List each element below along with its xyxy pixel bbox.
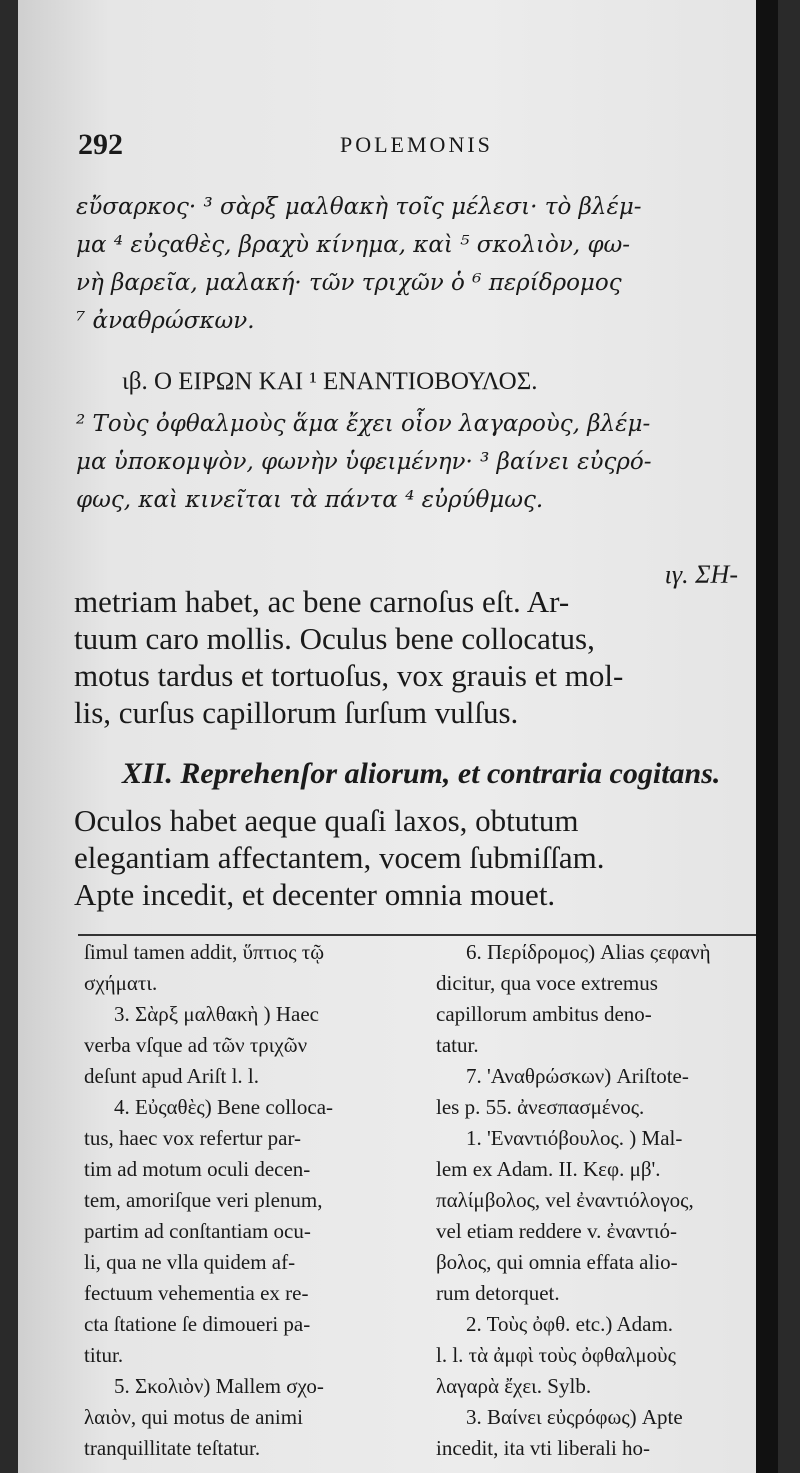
- footnote-line: rum detorquet.: [436, 1281, 560, 1305]
- text-line: elegantiam affectantem, vocem ſubmiſſam.: [74, 840, 605, 875]
- footnote-line: σχήματι.: [84, 971, 158, 995]
- page-number: 292: [78, 128, 123, 161]
- footnote-line: λαγαρὰ ἔχει. Sylb.: [436, 1374, 592, 1398]
- footnote-line: tranquillitate teſtatur.: [84, 1436, 261, 1460]
- footnote-line: dicitur, qua voce extremus: [436, 971, 658, 995]
- text-line: μα ⁴ εὐςαθὲς, βραχὺ κίνημα, καὶ ⁵ σκολιὸν, φω-: [76, 232, 631, 258]
- text-line: metriam habet, ac bene carnoſus eſt. Ar-: [74, 584, 570, 619]
- footnote-line: 3. Σὰρξ μαλθακὴ ) Haec: [114, 1002, 320, 1026]
- running-head: POLEMONIS: [340, 132, 493, 157]
- footnote-line: incedit, ita vti liberali ho-: [436, 1436, 651, 1460]
- greek-section-heading: ιβ. Ο ΕΙΡΩΝ ΚΑΙ ¹ ΕΝΑΝΤΙΟΒΟΥΛΟΣ.: [122, 368, 538, 395]
- footnote-line: partim ad conſtantiam ocu-: [84, 1219, 311, 1243]
- footnote-line: titur.: [84, 1343, 124, 1367]
- footnote-line: tus, haec vox refertur par-: [84, 1126, 302, 1150]
- footnote-line: vel etiam reddere v. ἐναντιό-: [436, 1219, 678, 1243]
- section-marker: ιγ. ΣΗ-: [664, 560, 738, 589]
- footnote-line: capillorum ambitus deno-: [436, 1002, 652, 1026]
- footnote-line: tatur.: [436, 1033, 479, 1057]
- latin-paragraph-1: [74, 583, 764, 731]
- footnote-line: deſunt apud Ariſt l. l.: [84, 1064, 259, 1088]
- footnote-line: les p. 55. ἀνεσπασμένος.: [436, 1095, 645, 1119]
- footnote-line: λαιὸν, qui motus de animi: [84, 1405, 303, 1429]
- book-page: [18, 0, 778, 1473]
- footnote-line: li, qua ne vlla quidem af-: [84, 1250, 296, 1274]
- greek-paragraph-2: [76, 405, 766, 519]
- text-line: φως, καὶ κινεῖται τὰ πάντα ⁴ εὐρύθμως.: [76, 487, 544, 513]
- page-header: [78, 128, 758, 168]
- text-line: Oculos habet aeque quaſi laxos, obtutum: [74, 803, 579, 838]
- footnote-line: tim ad motum oculi decen-: [84, 1157, 311, 1181]
- footnote-line: l. l. τὰ ἀμφὶ τοὺς ὀφθαλμοὺς: [436, 1343, 676, 1367]
- footnote-line: fectuum vehementia ex re-: [84, 1281, 309, 1305]
- page-edge-shadow: [756, 0, 778, 1473]
- footnote-line: verba vſque ad τῶν τριχῶν: [84, 1033, 308, 1057]
- text-line: motus tardus et tortuoſus, vox grauis et mol-: [74, 658, 624, 693]
- footnote-line: 1. 'Εναντιόβουλος. ) Mal-: [466, 1126, 683, 1150]
- text-line: tuum caro mollis. Oculus bene collocatus,: [74, 621, 595, 656]
- footnote-line: 2. Τοὺς ὀφθ. etc.) Adam.: [466, 1312, 674, 1336]
- footnote-divider: [78, 934, 758, 936]
- text-line: lis, curſus capillorum ſurſum vulſus.: [74, 695, 519, 730]
- footnote-line: βολος, qui omnia effata alio-: [436, 1250, 678, 1274]
- text-line: ⁷ ἀναθρώσκων.: [76, 308, 255, 334]
- text-line: εὔσαρκος· ³ σὰρξ μαλθακὴ τοῖς μέλεσι· τὸ βλέμ-: [76, 194, 642, 220]
- footnote-line: 3. Βαίνει εὐςρόφως) Apte: [466, 1405, 683, 1429]
- greek-paragraph-1: [76, 188, 766, 340]
- footnote-line: 6. Περίδρομος) Alias ςεφανὴ: [466, 940, 711, 964]
- latin-paragraph-2: [74, 802, 764, 913]
- footnote-line: 5. Σκολιὸν) Mallem σχο-: [114, 1374, 324, 1398]
- footnotes-right-column: [436, 937, 768, 1464]
- text-line: μα ὑποκομψὸν, φωνὴν ὑφειμένην· ³ βαίνει εὐςρό-: [76, 449, 652, 475]
- footnote-line: ſimul tamen addit, ὕπτιος τῷ: [84, 940, 325, 964]
- latin-section-heading: XII. Reprehenſor aliorum, et contraria cogitans.: [122, 757, 721, 790]
- text-line: Apte incedit, et decenter omnia mouet.: [74, 877, 556, 912]
- footnotes-left-column: [84, 937, 409, 1464]
- footnote-line: cta ſtatione ſe dimoueri pa-: [84, 1312, 311, 1336]
- footnote-line: tem, amoriſque veri plenum,: [84, 1188, 323, 1212]
- footnote-line: 7. 'Αναθρώσκων) Ariſtote-: [466, 1064, 689, 1088]
- footnote-line: lem ex Adam. II. Κεφ. μβ'.: [436, 1157, 661, 1181]
- footnote-line: παλίμβολος, vel ἐναντιόλογος,: [436, 1188, 694, 1212]
- text-line: νὴ βαρεῖα, μαλακή· τῶν τριχῶν ὁ ⁶ περίδρομος: [76, 270, 622, 296]
- footnote-line: 4. Εὐςαθὲς) Bene colloca-: [114, 1095, 334, 1119]
- text-line: ² Τοὺς ὀφθαλμοὺς ἅμα ἔχει οἷον λαγαροὺς, βλέμ-: [76, 411, 651, 437]
